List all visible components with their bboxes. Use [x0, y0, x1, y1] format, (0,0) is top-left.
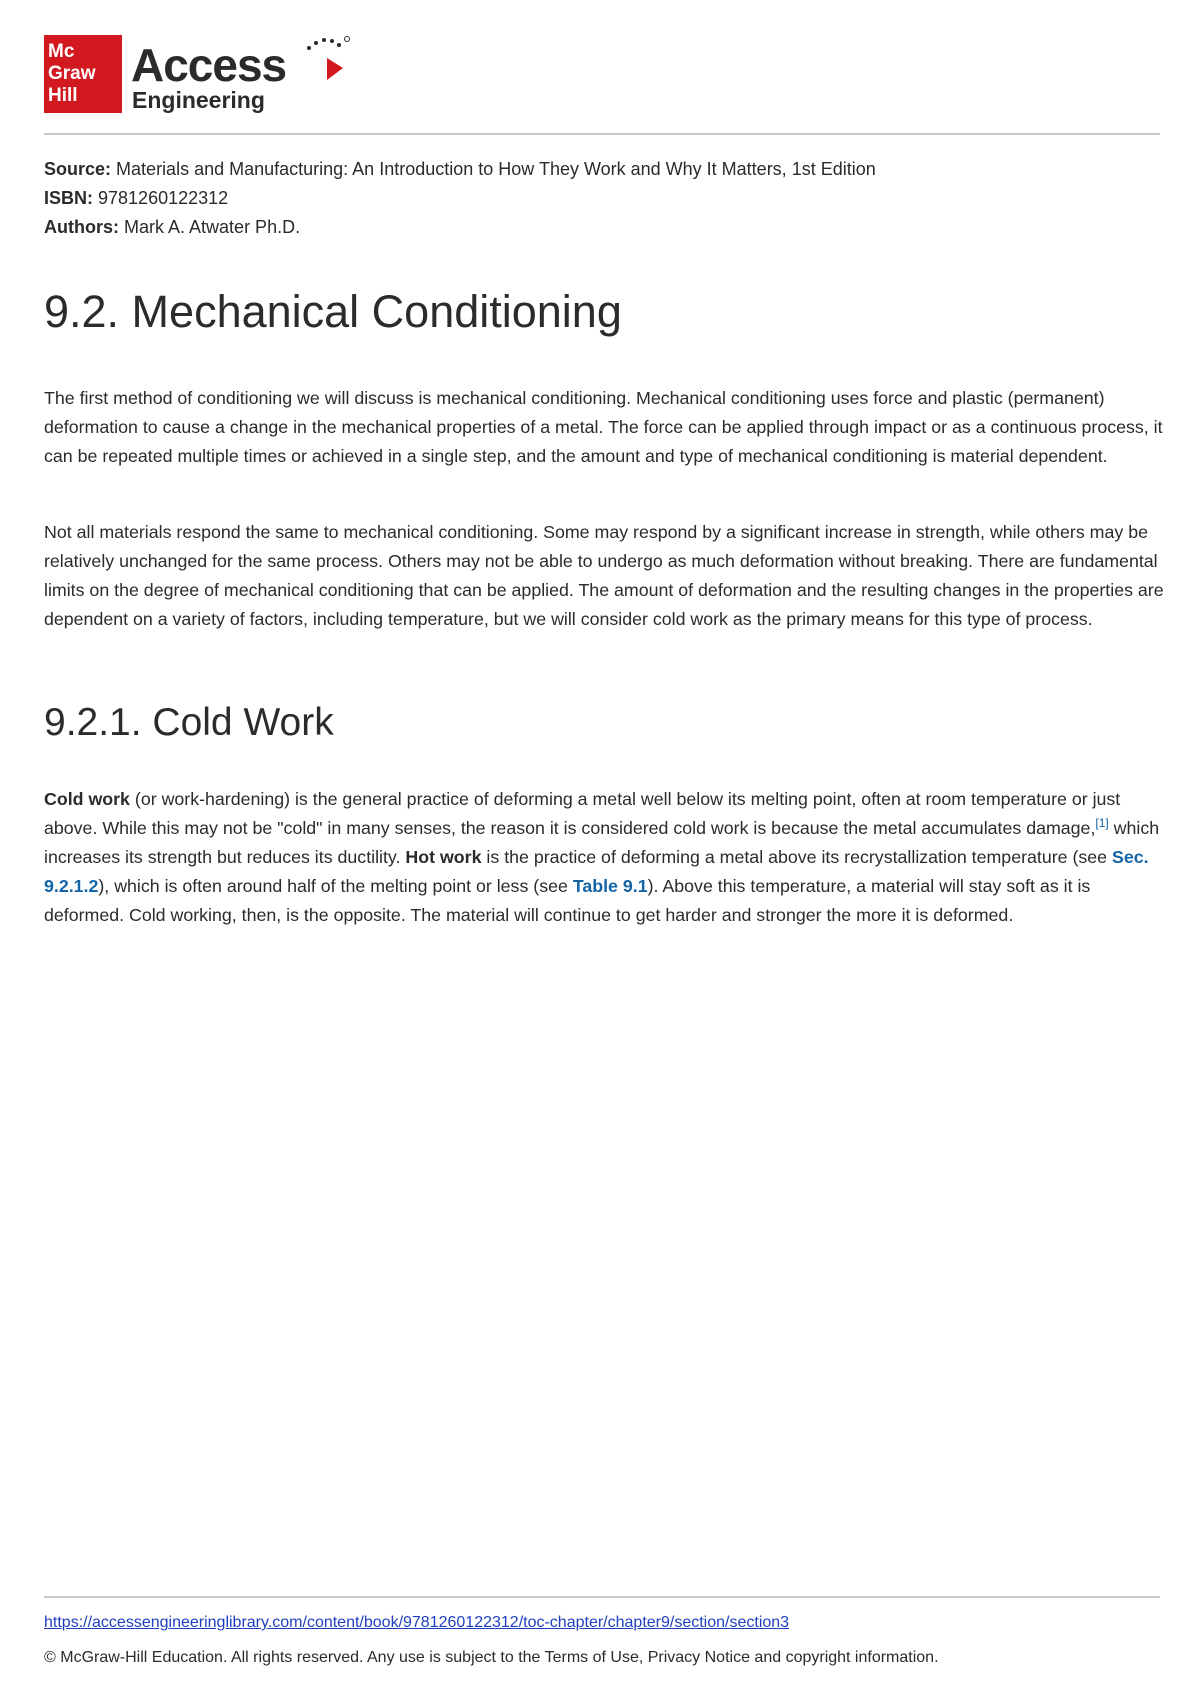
- authors-line: [44, 213, 876, 242]
- brand-sub: Engineering: [132, 87, 265, 113]
- cold-work-text-2: which increases its strength but reduces its ductility.: [44, 818, 1160, 867]
- authors-value: Mark A. Atwater Ph.D.: [124, 217, 301, 237]
- mcgraw-hill-logo: [44, 35, 122, 113]
- section-link[interactable]: Sec. 9.2.1.2: [44, 847, 1149, 896]
- header-divider: [44, 133, 1160, 135]
- paragraph-cold-work: [44, 785, 1166, 930]
- isbn-value: 9781260122312: [98, 188, 229, 208]
- isbn-label: ISBN:: [44, 188, 93, 208]
- logo-line-graw: Graw: [48, 63, 96, 84]
- subsection-title: 9.2.1. Cold Work: [44, 701, 334, 744]
- cold-work-text-1: (or work-hardening) is the general practice of deforming a metal well below its melting point, often at room temperature or just above. While this may not be "cold" in many senses, the reason it is considered cold work is because the metal accumulates damage,: [44, 789, 1121, 838]
- source-value: Materials and Manufacturing: An Introduction to How They Work and Why It Matters, 1st Edition: [116, 159, 876, 179]
- section-title: 9.2. Mechanical Conditioning: [44, 286, 622, 337]
- cold-work-text-3: is the practice of deforming a metal above its recrystallization temperature (see: [481, 847, 1112, 867]
- source-url-link[interactable]: https://accessengineeringlibrary.com/content/book/9781260122312/toc-chapter/chapter9/section/section3: [44, 1614, 790, 1631]
- copyright-notice: © McGraw-Hill Education. All rights reserved. Any use is subject to the Terms of Use, Privacy Notice and copyright information.: [44, 1649, 939, 1666]
- isbn-line: [44, 184, 876, 213]
- source-label: Source:: [44, 159, 112, 179]
- logo-line-mc: Mc: [48, 41, 75, 62]
- header-logo: [44, 34, 341, 114]
- paragraph-1: The first method of conditioning we will discuss is mechanical conditioning. Mechanical conditioning uses force and plastic (permanent) deformation to cause a change in the mechanical properties of a metal. The force can be applied through impact or as a continuous process, it can be repeated multiple times or achieved in a single step, and the amount and type of mechanical conditioning is material dependent.: [44, 388, 1163, 466]
- play-arrow-icon: [303, 36, 351, 90]
- paragraph-2: Not all materials respond the same to mechanical conditioning. Some may respond by a significant increase in strength, while others may be relatively unchanged for the same process. Others may not be able to undergo as much deformation without breaking. There are fundamental limits on the degree of mechanical conditioning that can be applied. The amount of deformation and the resulting changes in the properties are dependent on a variety of factors, including temperature, but we will consider cold work as the primary means for this type of process.: [44, 522, 1164, 629]
- term-cold-work: Cold work: [44, 789, 130, 809]
- cold-work-text-5: ). Above this temperature, a material will stay soft as it is deformed. Cold working, then, is the opposite. The material will continue to get harder and stronger the more it is deformed.: [44, 876, 1091, 925]
- footnote-ref[interactable]: [1]: [1095, 816, 1109, 830]
- document-page: [44, 0, 1164, 1698]
- logo-line-hill: Hill: [48, 85, 78, 106]
- table-link[interactable]: Table 9.1: [572, 876, 648, 896]
- brand-main: Access: [131, 39, 287, 91]
- footer-divider: [44, 1596, 1160, 1598]
- authors-label: Authors:: [44, 217, 119, 237]
- cold-work-text-4: ), which is often around half of the melting point or less (see: [98, 876, 573, 896]
- source-metadata: [44, 155, 876, 242]
- term-hot-work: Hot work: [405, 847, 482, 867]
- access-engineering-logo: [131, 34, 341, 114]
- source-line: [44, 155, 876, 184]
